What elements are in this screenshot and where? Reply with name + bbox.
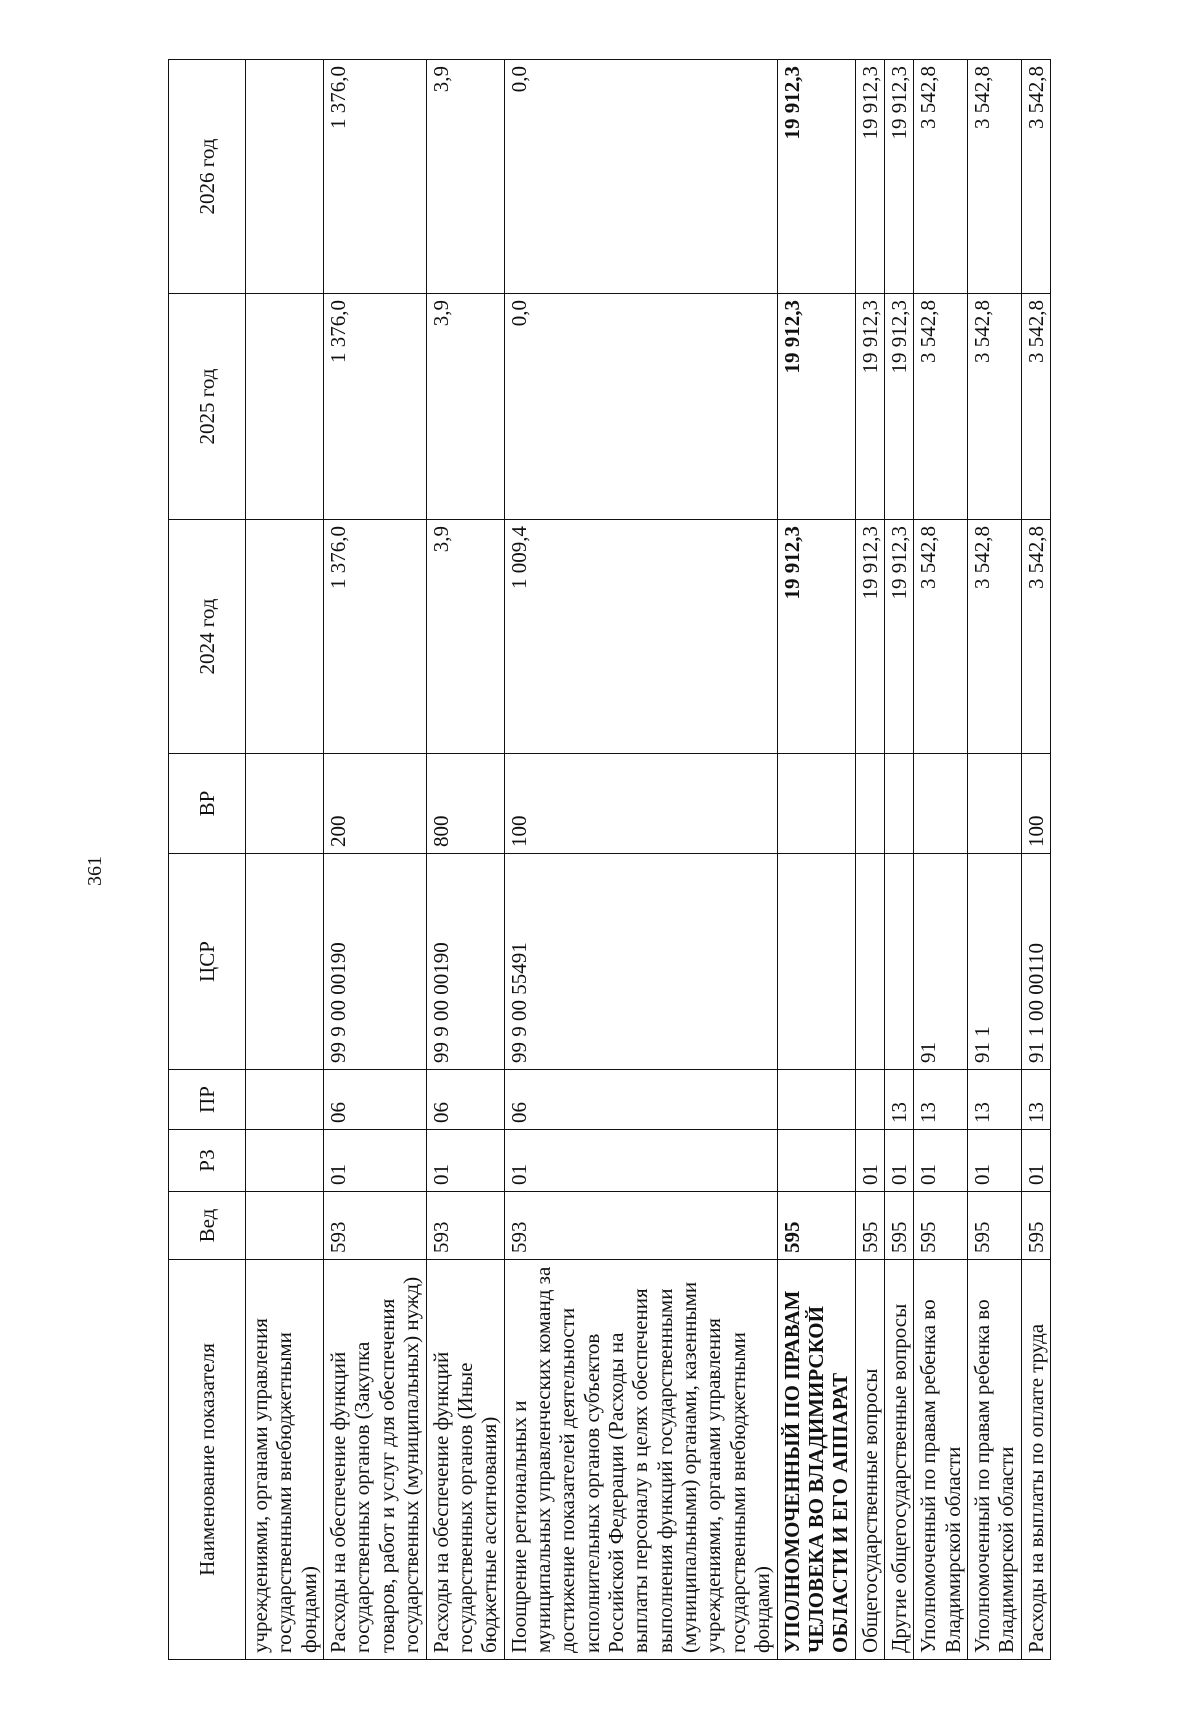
table-row [324,60,426,1660]
row-ved: 593 [324,1192,426,1260]
row-2024: 3 542,8 [968,520,1022,754]
row-name: Другие общегосударственные вопросы [884,1260,913,1660]
row-vr [855,754,884,854]
row-csr [777,854,855,1070]
table-row [914,60,968,1660]
row-ved: 595 [884,1192,913,1260]
row-2026: 19 912,3 [855,60,884,294]
row-2024 [246,520,324,754]
row-csr: 99 9 00 00190 [324,854,426,1070]
row-2025: 3 542,8 [914,294,968,520]
row-ved [246,1192,324,1260]
table-row [246,60,324,1660]
row-ved: 595 [855,1192,884,1260]
row-2025: 0,0 [504,294,777,520]
header-2026: 2026 год [169,60,246,294]
row-vr [884,754,913,854]
row-vr: 100 [504,754,777,854]
row-ved: 595 [777,1192,855,1260]
row-csr [855,854,884,1070]
row-ved: 595 [1021,1192,1050,1260]
table-row [1021,60,1050,1660]
row-2024: 3 542,8 [1021,520,1050,754]
row-vr [968,754,1022,854]
header-rz: РЗ [169,1130,246,1192]
row-vr: 800 [426,754,504,854]
row-2025: 3 542,8 [1021,294,1050,520]
row-pr: 06 [324,1070,426,1130]
table-row [884,60,913,1660]
row-name: УПОЛНОМОЧЕННЫЙ ПО ПРАВАМ ЧЕЛОВЕКА ВО ВЛАДИМИРСКОЙ ОБЛАСТИ И ЕГО АППАРАТ [777,1260,855,1660]
row-2026: 19 912,3 [777,60,855,294]
row-2025: 3,9 [426,294,504,520]
row-2025: 19 912,3 [855,294,884,520]
row-name: Поощрение региональных и муниципальных управленческих команд за достижение показателей деятельности исполнительных органов субъектов Российской Федерации (Расходы на выплаты персоналу в целях обеспечения выполнения функций государственными (муниципальными) органами, казенными учреждениями, органами управления государственными внебюджетными фондами) [504,1260,777,1660]
row-name: Общегосударственные вопросы [855,1260,884,1660]
row-2026: 3 542,8 [1021,60,1050,294]
row-2025: 19 912,3 [777,294,855,520]
table-row [968,60,1022,1660]
header-name: Наименование показателя [169,1260,246,1660]
row-csr [246,854,324,1070]
row-name: Расходы на обеспечение функций государственных органов (Иные бюджетные ассигнования) [426,1260,504,1660]
row-name: Уполномоченный по правам ребенка во Владимирской области [914,1260,968,1660]
header-ved: Вед [169,1192,246,1260]
row-vr: 100 [1021,754,1050,854]
header-pr: ПР [169,1070,246,1130]
row-vr [246,754,324,854]
table-row [777,60,855,1660]
row-2024: 1 009,4 [504,520,777,754]
row-csr: 91 1 [968,854,1022,1070]
row-pr: 13 [914,1070,968,1130]
row-pr [246,1070,324,1130]
row-pr: 13 [968,1070,1022,1130]
row-rz: 01 [1021,1130,1050,1192]
row-ved: 595 [968,1192,1022,1260]
row-2024: 19 912,3 [777,520,855,754]
header-2024: 2024 год [169,520,246,754]
header-vr: ВР [169,754,246,854]
row-name: Расходы на выплаты по оплате труда [1021,1260,1050,1660]
row-rz: 01 [504,1130,777,1192]
row-pr: 13 [884,1070,913,1130]
table-row [855,60,884,1660]
row-2026: 19 912,3 [884,60,913,294]
row-rz: 01 [855,1130,884,1192]
row-2026 [246,60,324,294]
row-vr: 200 [324,754,426,854]
row-2024: 3,9 [426,520,504,754]
row-rz: 01 [914,1130,968,1192]
row-rz: 01 [968,1130,1022,1192]
row-2026: 3 542,8 [968,60,1022,294]
row-pr: 06 [504,1070,777,1130]
row-2024: 19 912,3 [855,520,884,754]
row-name: Расходы на обеспечение функций государственных органов (Закупка товаров, работ и услуг для обеспечения государственных (муниципальных) нужд) [324,1260,426,1660]
table-row [426,60,504,1660]
row-csr [884,854,913,1070]
row-pr: 13 [1021,1070,1050,1130]
row-csr: 99 9 00 00190 [426,854,504,1070]
header-2025: 2025 год [169,294,246,520]
row-2024: 1 376,0 [324,520,426,754]
row-csr: 91 1 00 00110 [1021,854,1050,1070]
header-csr: ЦСР [169,854,246,1070]
row-name: учреждениями, органами управления государственными внебюджетными фондами) [246,1260,324,1660]
row-2025: 1 376,0 [324,294,426,520]
row-ved: 593 [426,1192,504,1260]
table-header-row [169,60,246,1660]
row-name: Уполномоченный по правам ребенка во Владимирской области [968,1260,1022,1660]
row-2025: 3 542,8 [968,294,1022,520]
row-vr [777,754,855,854]
row-2026: 1 376,0 [324,60,426,294]
row-pr [777,1070,855,1130]
row-2026: 3 542,8 [914,60,968,294]
row-2025: 19 912,3 [884,294,913,520]
row-ved: 593 [504,1192,777,1260]
row-vr [914,754,968,854]
row-pr [855,1070,884,1130]
row-pr: 06 [426,1070,504,1130]
page-number: 361 [84,856,106,886]
row-2024: 19 912,3 [884,520,913,754]
row-2025 [246,294,324,520]
row-2024: 3 542,8 [914,520,968,754]
row-rz [777,1130,855,1192]
row-csr: 91 [914,854,968,1070]
row-2026: 0,0 [504,60,777,294]
budget-table [168,59,1051,1660]
row-rz: 01 [884,1130,913,1192]
row-csr: 99 9 00 55491 [504,854,777,1070]
row-rz [246,1130,324,1192]
row-2026: 3,9 [426,60,504,294]
row-rz: 01 [426,1130,504,1192]
row-ved: 595 [914,1192,968,1260]
row-rz: 01 [324,1130,426,1192]
table-row [504,60,777,1660]
